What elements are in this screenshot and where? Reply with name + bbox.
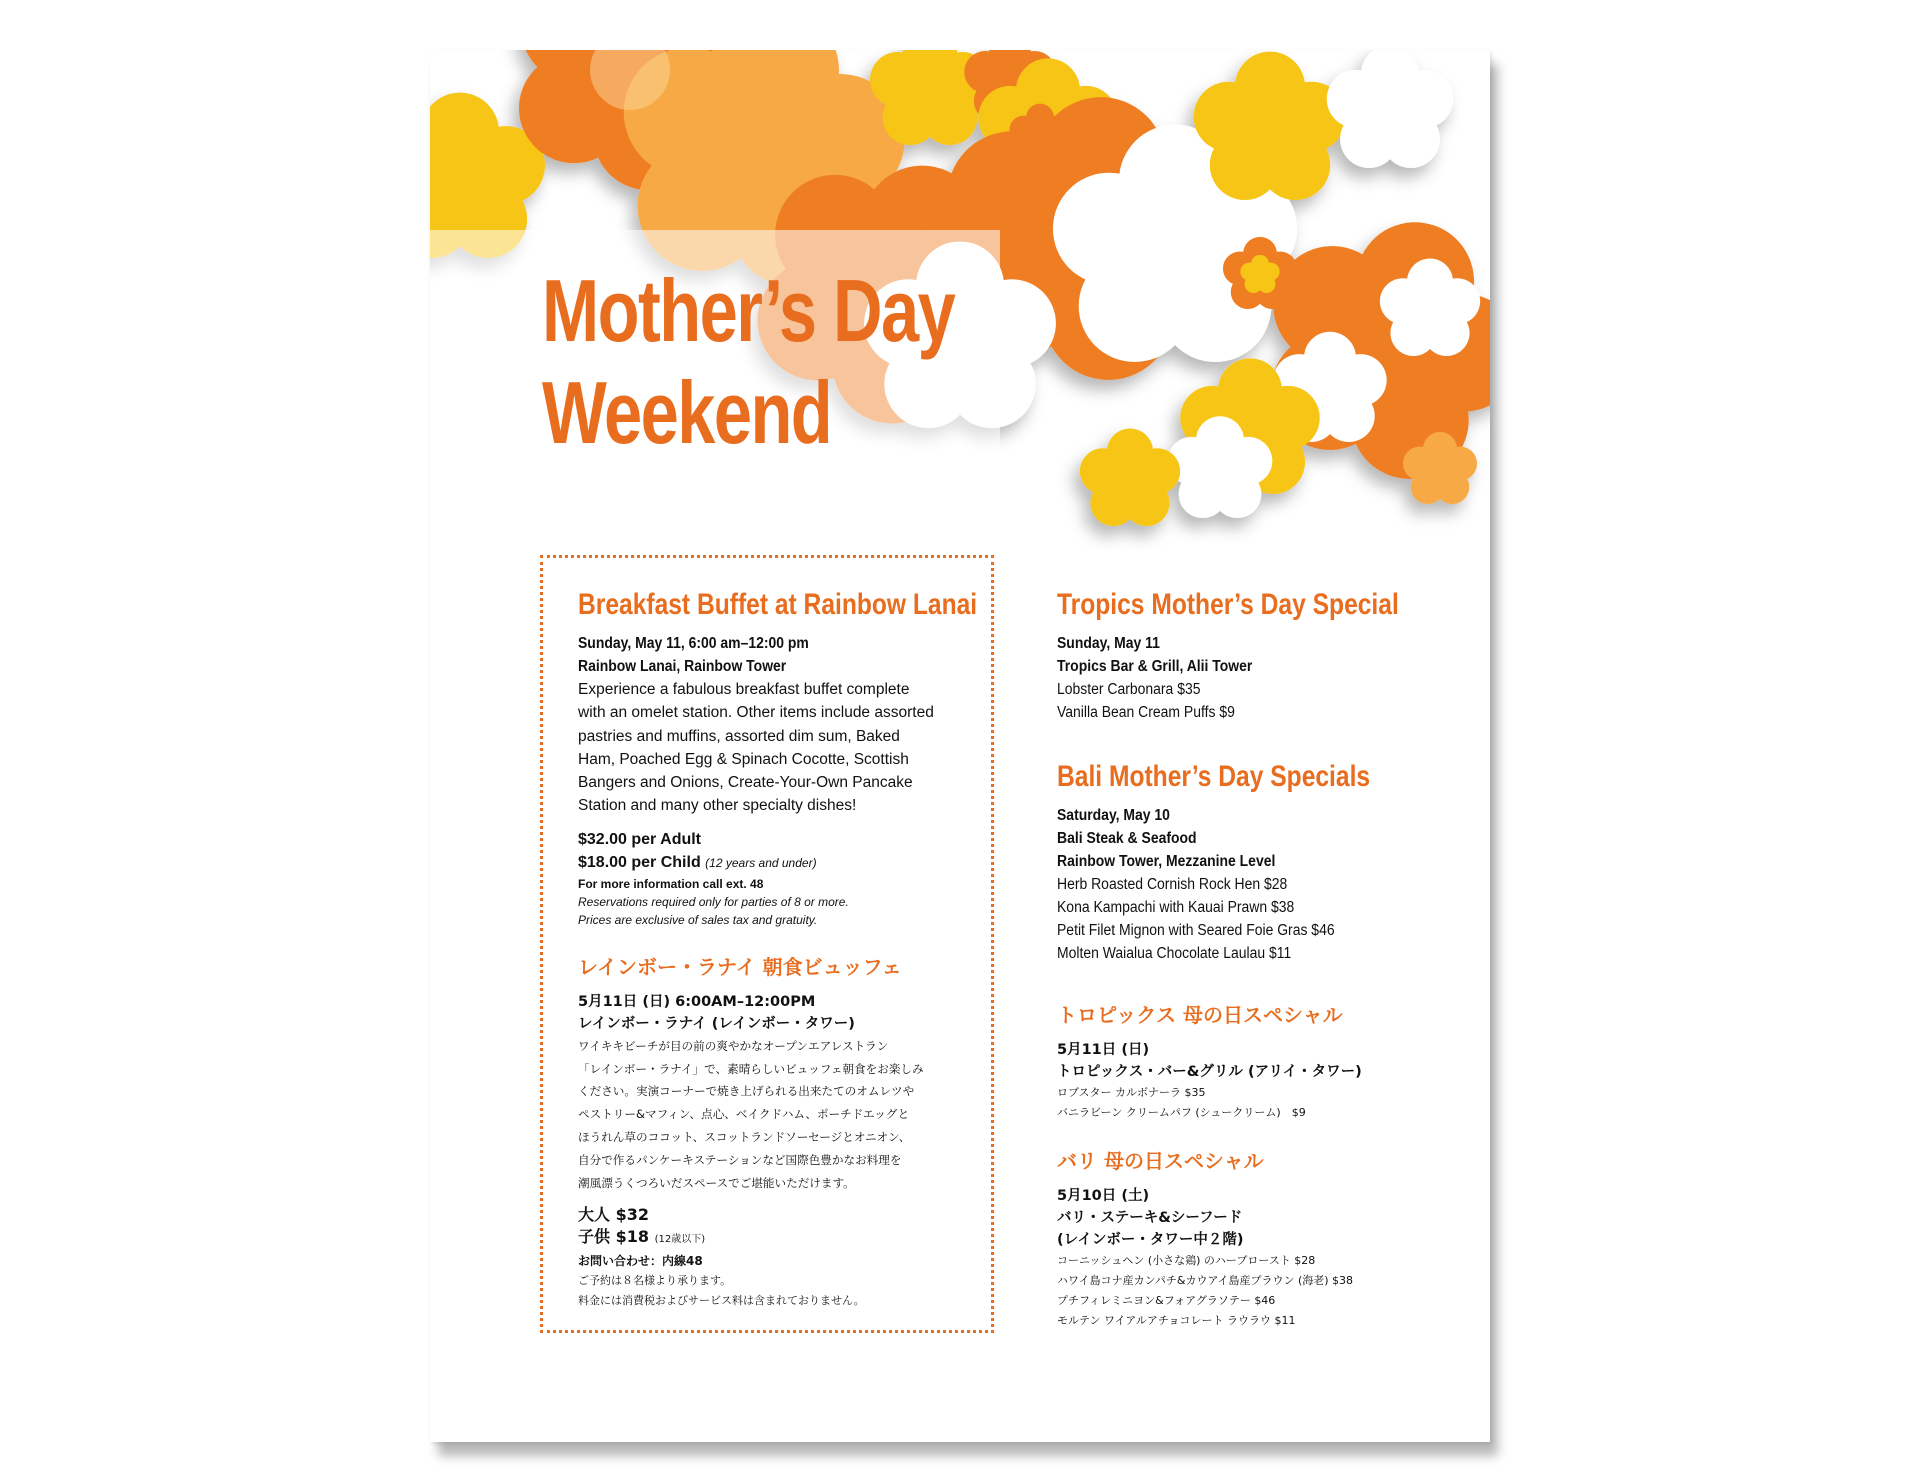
buffet-note-reservations: Reservations required only for parties of 8 or more. [578, 894, 849, 909]
buffet-price-adult: $32.00 per Adult [578, 830, 702, 848]
buffet-info: For more information call ext. 48 [578, 876, 764, 891]
buffet-date-jp: 5月11日 (日) 6:00AM–12:00PM [578, 993, 816, 1010]
bali-item: Petit Filet Mignon with Seared Foie Gras $46 [1057, 922, 1335, 939]
page-title [542, 260, 954, 464]
buffet-desc-jp-6: 自分で作るパンケーキステーションなど国際色豊かなお料理を [578, 1152, 902, 1167]
buffet-location-jp: レインボー・ラナイ (レインボー・タワー) [578, 1015, 855, 1032]
bali-item-jp: コーニッシュヘン (小さな鶏) のハーブロースト $28 [1057, 1254, 1316, 1267]
bali-item-jp: ハワイ島コナ産カンパチ&カウアイ島産プラウン (海老) $38 [1057, 1274, 1354, 1287]
tropics-item: Vanilla Bean Cream Puffs $9 [1057, 704, 1235, 721]
buffet-description: Experience a fabulous breakfast buffet complete with an omelet station. Other items include assorted pastries and muffins, assorted dim sum, Baked Ham, Poached Egg & Spinach Cocotte, Scottish Bangers and Onions, Create-Your-Own Pancake Station and many other specialty dishes! [578, 681, 934, 815]
tropics-location: Tropics Bar & Grill, Alii Tower [1057, 658, 1253, 675]
right-column [1057, 588, 1477, 1331]
tropics-date: Sunday, May 11 [1057, 635, 1160, 652]
bali-heading: Bali Mother’s Day Specials [1057, 760, 1371, 793]
left-column [578, 588, 988, 1311]
buffet-location: Rainbow Lanai, Rainbow Tower [578, 658, 787, 675]
buffet-heading-jp: レインボー・ラナイ 朝食ビュッフェ [578, 954, 902, 979]
bali-item: Molten Waialua Chocolate Laulau $11 [1057, 945, 1292, 962]
tropics-heading-jp: トロピックス 母の日スペシャル [1057, 1003, 1343, 1027]
buffet-note-prices: Prices are exclusive of sales tax and gratuity. [578, 912, 818, 927]
buffet-price-child: $18.00 per Child (12 years and under) [578, 853, 817, 871]
buffet-desc-jp-7: 潮風漂うくつろいだスペースでご堪能いただけます。 [578, 1175, 855, 1190]
buffet-desc-jp-1: ワイキキビーチが目の前の爽やかなオープンエアレストラン [578, 1038, 889, 1053]
bali-venue-jp: バリ・ステーキ&シーフード [1057, 1210, 1243, 1226]
bali-item-jp: プチフィレミニヨン&フォアグラソテー $46 [1057, 1294, 1276, 1307]
bali-date-jp: 5月10日 (土) [1057, 1188, 1150, 1204]
buffet-desc-jp-5: ほうれん草のココット、スコットランドソーセージとオニオン、 [578, 1129, 911, 1144]
tropics-item-jp: ロブスター カルボナーラ $35 [1057, 1086, 1206, 1099]
bali-item: Herb Roasted Cornish Rock Hen $28 [1057, 876, 1288, 893]
bali-location-jp: (レインボー・タワー中２階) [1057, 1232, 1244, 1248]
bali-item-jp: モルテン ワイアルアチョコレート ラウラウ $11 [1057, 1314, 1296, 1327]
tropics-location-jp: トロピックス・バー&グリル (アリイ・タワー) [1057, 1064, 1362, 1080]
title-line-1: Mother’s Day [542, 261, 955, 360]
buffet-price-adult-jp: 大人 $32 [578, 1205, 649, 1225]
bali-location: Rainbow Tower, Mezzanine Level [1057, 853, 1276, 870]
tropics-heading: Tropics Mother’s Day Special [1057, 588, 1399, 621]
buffet-price-child-jp: 子供 $18 (12歳以下) [578, 1227, 706, 1247]
buffet-note-prices-jp: 料金には消費税およびサービス料は含まれておりません。 [578, 1294, 865, 1308]
buffet-desc-jp-4: ペストリー&マフィン、点心、ベイクドハム、ポーチドエッグと [578, 1107, 910, 1122]
bali-venue: Bali Steak & Seafood [1057, 830, 1197, 847]
tropics-date-jp: 5月11日 (日) [1057, 1042, 1150, 1058]
bali-heading-jp: バリ 母の日スペシャル [1057, 1149, 1264, 1173]
bali-item: Kona Kampachi with Kauai Prawn $38 [1057, 899, 1295, 916]
tropics-item: Lobster Carbonara $35 [1057, 681, 1201, 698]
tropics-item-jp: バニラビーン クリームパフ (シュークリーム) $9 [1057, 1106, 1306, 1119]
title-line-2: Weekend [542, 363, 832, 462]
buffet-heading: Breakfast Buffet at Rainbow Lanai [578, 588, 978, 621]
buffet-date: Sunday, May 11, 6:00 am–12:00 pm [578, 635, 809, 652]
bali-date: Saturday, May 10 [1057, 807, 1170, 824]
buffet-info-jp: お問い合わせ：内線48 [578, 1254, 703, 1269]
buffet-desc-jp-3: ください。実演コーナーで焼き上げられる出来たてのオムレツや [578, 1084, 915, 1099]
buffet-note-reservations-jp: ご予約は８名様より承ります。 [578, 1274, 732, 1288]
buffet-desc-jp-2: 「レインボー・ラナイ」で、素晴らしいビュッフェ朝食をお楽しみ [578, 1061, 924, 1076]
